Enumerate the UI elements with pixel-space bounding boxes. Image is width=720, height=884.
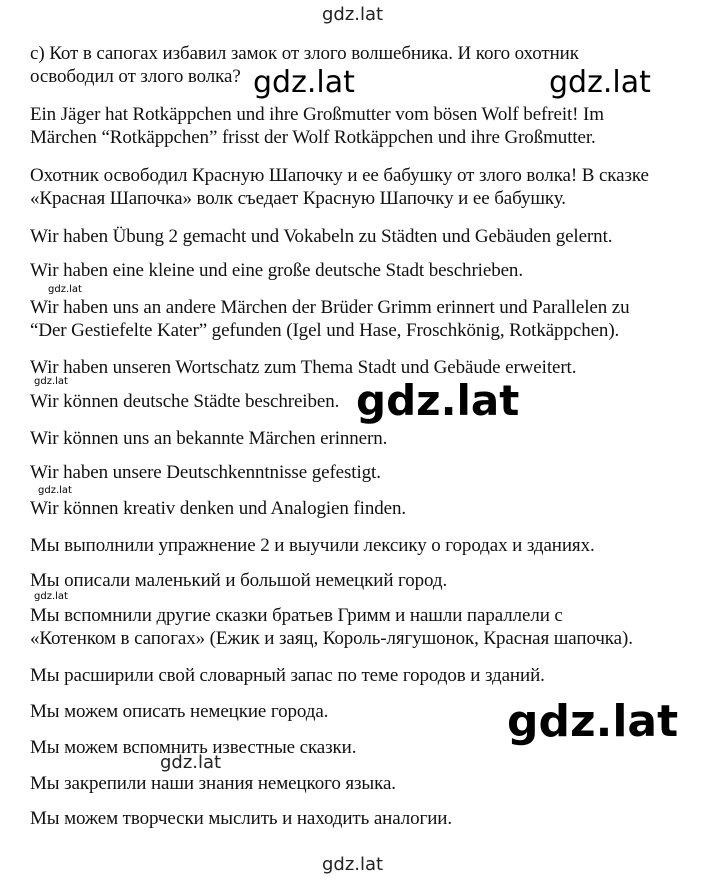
text-line: Мы можем творчески мыслить и находить аналогии.: [30, 808, 453, 829]
text-line: Мы можем описать немецкие города.: [30, 701, 329, 722]
text-line: Wir haben eine kleine und eine große deutsche Stadt beschrieben.: [30, 260, 523, 281]
text-line: Мы выполнили упражнение 2 и выучили лексику о городах и зданиях.: [30, 535, 595, 556]
text-line: “Der Gestiefelte Kater” gefunden (Igel und Hase, Froschkönig, Rotkäppchen).: [30, 320, 620, 341]
watermark-big-right: gdz.lat: [507, 696, 679, 747]
watermark-small: gdz.lat: [34, 591, 68, 602]
watermark-small: gdz.lat: [34, 376, 68, 387]
text-line: Мы закрепили наши знания немецкого языка.: [30, 773, 396, 794]
watermark-bottom: gdz.lat: [322, 854, 384, 875]
text-line: Ein Jäger hat Rotkäppchen und ihre Großmutter vom bösen Wolf befreit! Im: [30, 104, 604, 125]
text-line: Wir können kreativ denken und Analogien finden.: [30, 498, 407, 519]
text-line: Мы можем вспомнить известные сказки.: [30, 737, 357, 758]
text-line: Wir können uns an bekannte Märchen erinnern.: [30, 428, 388, 449]
watermark-top-right: gdz.lat: [549, 68, 659, 98]
text-line: Мы описали маленький и большой немецкий город.: [30, 570, 448, 591]
text-line: «Котенком в сапогах» (Ежик и заяц, Король-лягушонок, Красная шапочка).: [30, 628, 633, 649]
watermark-mid-lower: gdz.lat: [160, 752, 222, 773]
text-line: Wir können deutsche Städte beschreiben.: [30, 391, 340, 412]
text-line: Wir haben Übung 2 gemacht und Vokabeln zu Städten und Gebäuden gelernt.: [30, 226, 613, 247]
text-line: Охотник освободил Красную Шапочку и ее бабушку от злого волка! В сказке: [30, 165, 649, 186]
watermark-top: gdz.lat: [322, 4, 384, 25]
text-line: Wir haben uns an andere Märchen der Brüder Grimm erinnert und Parallelen zu: [30, 297, 630, 318]
text-line: Мы вспомнили другие сказки братьев Гримм и нашли параллели с: [30, 605, 563, 626]
text-line: Wir haben unsere Deutschkenntnisse gefestigt.: [30, 462, 381, 483]
text-line: «Красная Шапочка» волк съедает Красную Шапочку и ее бабушку.: [30, 188, 566, 209]
text-line: Märchen “Rotkäppchen” frisst der Wolf Rotkäppchen und ihre Großmutter.: [30, 127, 596, 148]
text-line: c) Кот в сапогах избавил замок от злого волшебника. И кого охотник: [30, 43, 579, 64]
watermark-big-center: gdz.lat: [356, 376, 520, 425]
text-line: Мы расширили свой словарный запас по теме городов и зданий.: [30, 665, 545, 686]
watermark-top-left: gdz.lat: [253, 68, 359, 98]
text-line: Wir haben unseren Wortschatz zum Thema Stadt und Gebäude erweitert.: [30, 357, 577, 378]
text-line: освободил от злого волка?: [30, 66, 241, 87]
watermark-small: gdz.lat: [38, 485, 72, 496]
watermark-small: gdz.lat: [48, 284, 82, 295]
